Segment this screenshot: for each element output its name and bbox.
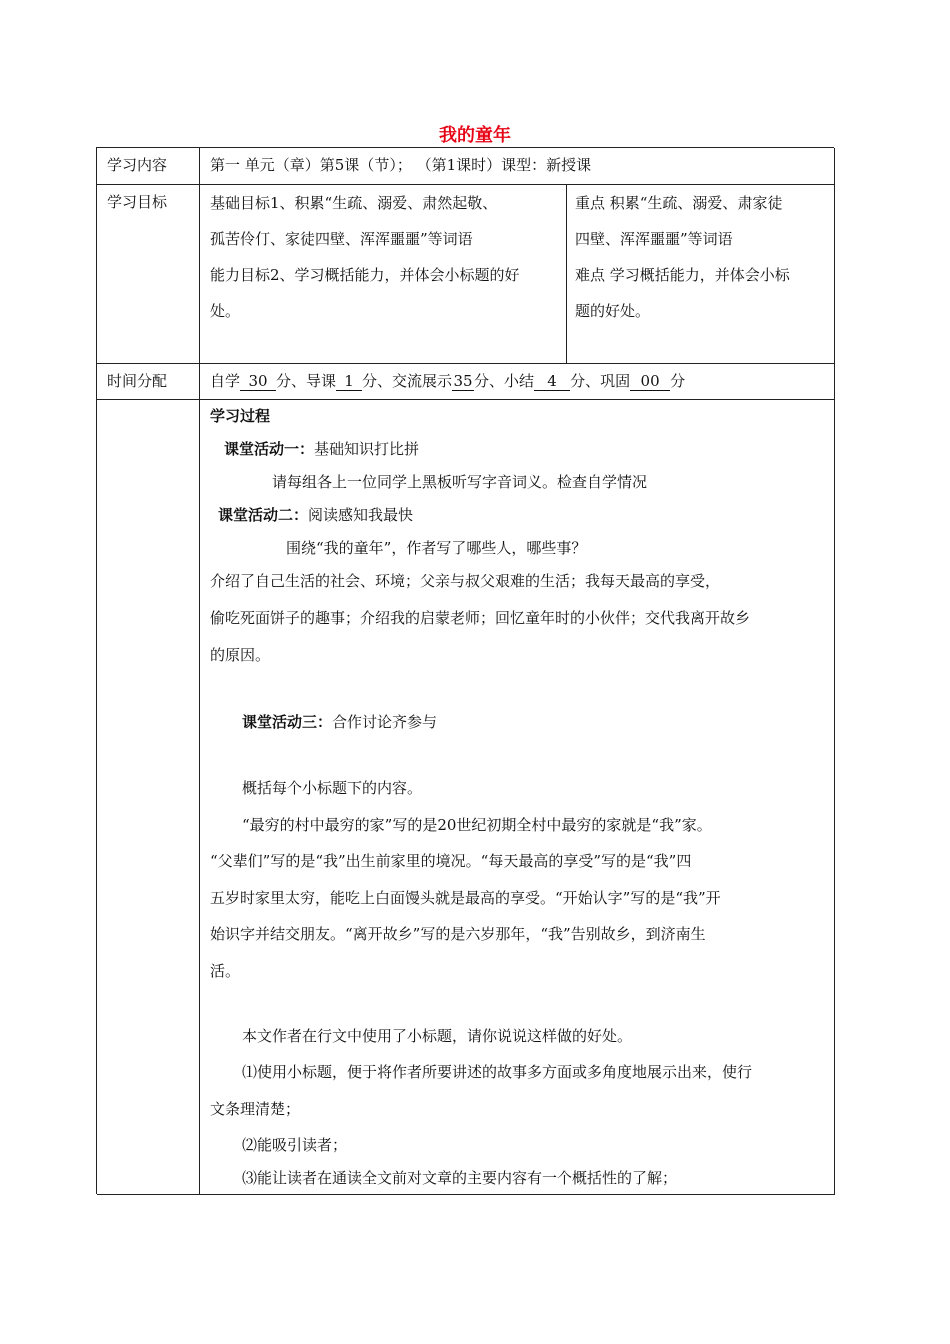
time-value: 自学 30 分、导课 1 分、交流展示35分、小结 4 分、巩固 00 分 bbox=[200, 364, 835, 400]
benefit-line: ⑴使用小标题，便于将作者所要讲述的故事多方面或多角度地展示出来，使行 bbox=[242, 1063, 753, 1081]
keypoint-line: 四壁、浑浑噩噩”等词语 bbox=[575, 230, 733, 248]
summary-line: 活。 bbox=[210, 962, 241, 980]
answer-line: 偷吃死面饼子的趣事；介绍我的启蒙老师；回忆童年时的小伙伴；交代我离开故乡 bbox=[210, 609, 751, 627]
benefit-intro: 本文作者在行文中使用了小标题，请你说说这样做的好处。 bbox=[242, 1027, 633, 1045]
time-summary: 4 bbox=[534, 372, 570, 391]
answer-line: 介绍了自己生活的社会、环境；父亲与叔父艰难的生活；我每天最高的享受， bbox=[210, 572, 721, 590]
keypoint-line: 重点 积累“生疏、溺爱、肃家徒 bbox=[575, 194, 783, 212]
process-heading: 学习过程 bbox=[210, 407, 271, 425]
time-intro: 1 bbox=[336, 372, 362, 391]
lesson-table bbox=[96, 147, 834, 1194]
benefit-line: ⑶能让读者在通读全文前对文章的主要内容有一个概括性的了解； bbox=[242, 1169, 678, 1187]
goal-line: 能力目标2、学习概括能力，并体会小标题的好 bbox=[210, 266, 520, 284]
question-text: 围绕“我的童年”，作者写了哪些人，哪些事？ bbox=[286, 539, 587, 557]
time-exchange: 35 bbox=[453, 372, 473, 390]
goals-left bbox=[200, 185, 567, 364]
activity-2: 课堂活动二：阅读感知我最快 bbox=[218, 506, 414, 524]
activity-1: 课堂活动一：基础知识打比拼 bbox=[224, 440, 420, 458]
summary-line: 始识字并结交朋友。“离开故乡”写的是六岁那年，“我”告别故乡，到济南生 bbox=[210, 925, 706, 943]
summary-line: “最穷的村中最穷的家”写的是20世纪初期全村中最穷的家就是“我”家。 bbox=[242, 816, 712, 834]
goal-line: 处。 bbox=[210, 302, 241, 320]
time-self-study: 30 bbox=[240, 372, 276, 391]
time-consolidate: 00 bbox=[630, 372, 670, 391]
summary-line: “父辈们”写的是“我”出生前家里的境况。“每天最高的享受”写的是“我”四 bbox=[210, 852, 692, 870]
time-label: 时间分配 bbox=[97, 364, 200, 400]
page-title: 我的童年 bbox=[439, 125, 511, 146]
goal-line: 基础目标1、积累“生疏、溺爱、肃然起敬、 bbox=[210, 194, 498, 212]
goals-label: 学习目标 bbox=[97, 185, 200, 364]
keypoint-line: 难点 学习概括能力，并体会小标 bbox=[575, 266, 790, 284]
benefit-line: ⑵能吸引读者； bbox=[242, 1136, 348, 1154]
answer-line: 的原因。 bbox=[210, 646, 271, 664]
summary-line: 五岁时家里太穷，能吃上白面馒头就是最高的享受。“开始认字”写的是“我”开 bbox=[210, 889, 721, 907]
content-value: 第一 单元（章）第5课（节）； （第1课时）课型：新授课 bbox=[200, 148, 835, 185]
activity-1-text: 请每组各上一位同学上黑板听写字音词义。检查自学情况 bbox=[272, 473, 648, 491]
benefit-line: 文条理清楚； bbox=[210, 1100, 301, 1118]
process-label-cell bbox=[97, 400, 200, 1195]
keypoint-line: 题的好处。 bbox=[575, 302, 651, 320]
process-cell bbox=[200, 400, 835, 1195]
goal-line: 孤苦伶仃、家徒四壁、浑浑噩噩”等词语 bbox=[210, 230, 473, 248]
activity-3: 课堂活动三：合作讨论齐参与 bbox=[242, 713, 438, 731]
summary-intro: 概括每个小标题下的内容。 bbox=[242, 779, 423, 797]
content-label: 学习内容 bbox=[97, 148, 200, 185]
goals-right bbox=[567, 185, 835, 364]
